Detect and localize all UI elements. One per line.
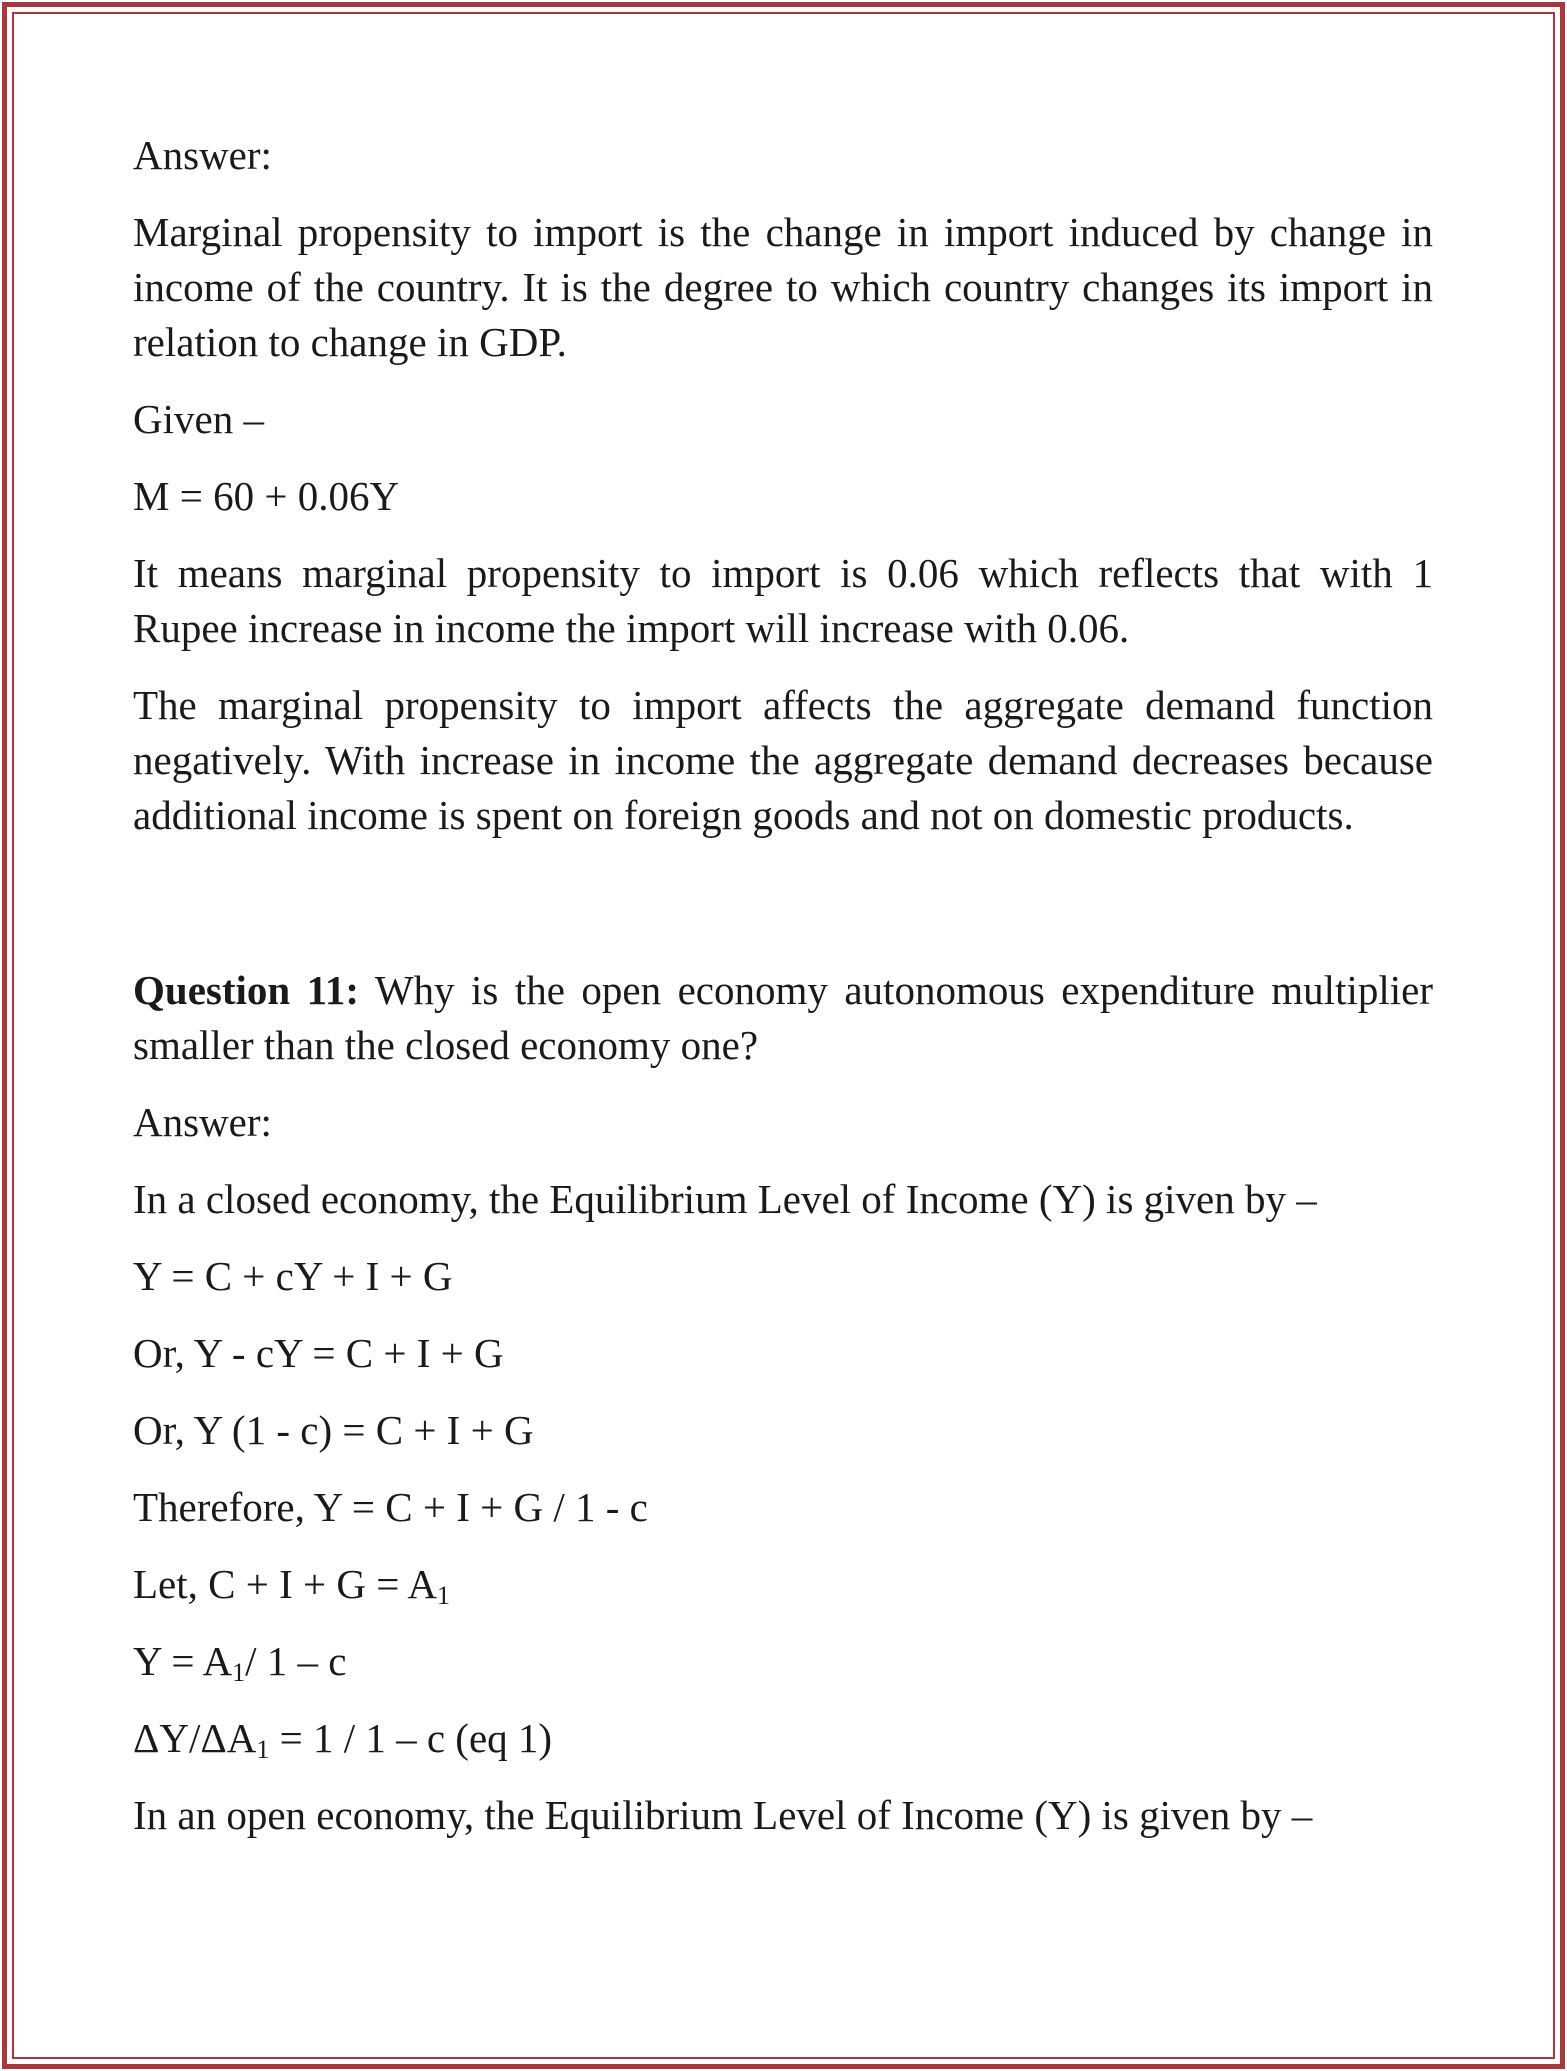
equation-7-tail: = 1 / 1 – c (eq 1) [269, 1715, 553, 1761]
equation-4: Therefore, Y = C + I + G / 1 - c [133, 1484, 648, 1530]
given-label: Given – [133, 396, 264, 442]
equation-6-main: Y = A [133, 1638, 233, 1684]
equation-7 [133, 1711, 1433, 1766]
answer-label: Answer: [133, 132, 272, 178]
equation-5 [133, 1557, 1433, 1612]
mpm-meaning-paragraph: It means marginal propensity to import is 0.06 which reflects that with 1 Rupee increase in income the import will increase with 0.06. [133, 550, 1433, 651]
equation-5-main: Let, C + I + G = A [133, 1561, 437, 1607]
equation-7-main: ΔY/ΔA [133, 1715, 257, 1761]
equation-2: Or, Y - cY = C + I + G [133, 1330, 504, 1376]
equation-3: Or, Y (1 - c) = C + I + G [133, 1407, 534, 1453]
equation-6-tail: / 1 – c [245, 1638, 347, 1684]
equation-1: Y = C + cY + I + G [133, 1253, 453, 1299]
mpm-effect-paragraph: The marginal propensity to import affects the aggregate demand function negatively. With increase in income the aggregate demand decreases because additional income is spent on foreign goods and not on domestic products. [133, 682, 1433, 838]
question-11-text: Why is the open economy autonomous expenditure multiplier smaller than the closed economy one? [133, 967, 1433, 1068]
equation-6-subscript: 1 [232, 1658, 246, 1687]
equation-6 [133, 1634, 1433, 1689]
document-body [133, 128, 1433, 1865]
question-11 [133, 963, 1433, 1073]
answer-label-2: Answer: [133, 1099, 272, 1145]
open-economy-intro: In an open economy, the Equilibrium Level of Income (Y) is given by – [133, 1792, 1313, 1838]
question-11-label: Question 11: [133, 967, 360, 1013]
equation-5-subscript: 1 [436, 1581, 450, 1610]
equation-7-subscript: 1 [256, 1735, 270, 1764]
mpm-definition-paragraph: Marginal propensity to import is the change in import induced by change in income of the country. It is the degree to which country changes its import in relation to change in GDP. [133, 209, 1433, 365]
given-equation: M = 60 + 0.06Y [133, 473, 400, 519]
closed-economy-intro: In a closed economy, the Equilibrium Level of Income (Y) is given by – [133, 1176, 1317, 1222]
